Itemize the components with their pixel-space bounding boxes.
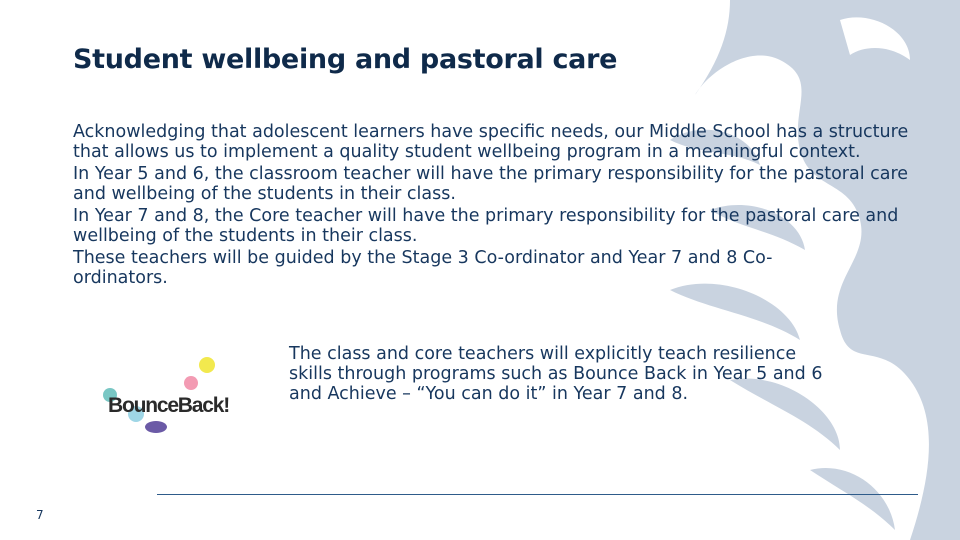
slide-title: Student wellbeing and pastoral care — [73, 44, 618, 75]
page-number: 7 — [36, 508, 44, 522]
resilience-paragraph: The class and core teachers will explicitly teach resilience skills through programs such as Bounce Back in Year 5 and 6 and Achieve – “You can do it” in Year 7 and 8. — [289, 344, 823, 404]
paragraph-year-7-8: In Year 7 and 8, the Core teacher will have the primary responsibility for the pastoral care and wellbeing of the students in their class. — [73, 206, 899, 246]
body-text — [73, 122, 918, 298]
paragraph-intro: Acknowledging that adolescent learners have specific needs, our Middle School has a structure that allows us to implement a quality student wellbeing program in a meaningful context. — [73, 122, 909, 162]
paragraph-year-5-6: In Year 5 and 6, the classroom teacher will have the primary responsibility for the pastoral care and wellbeing of the students in their class. — [73, 164, 909, 204]
logo-wordmark: BounceBack! — [108, 394, 230, 417]
bounceback-logo — [96, 352, 256, 436]
footer-divider — [157, 494, 918, 495]
resilience-note — [289, 344, 849, 404]
paragraph-coordinators: These teachers will be guided by the Stage 3 Co-ordinator and Year 7 and 8 Co-ordinators. — [73, 248, 773, 288]
